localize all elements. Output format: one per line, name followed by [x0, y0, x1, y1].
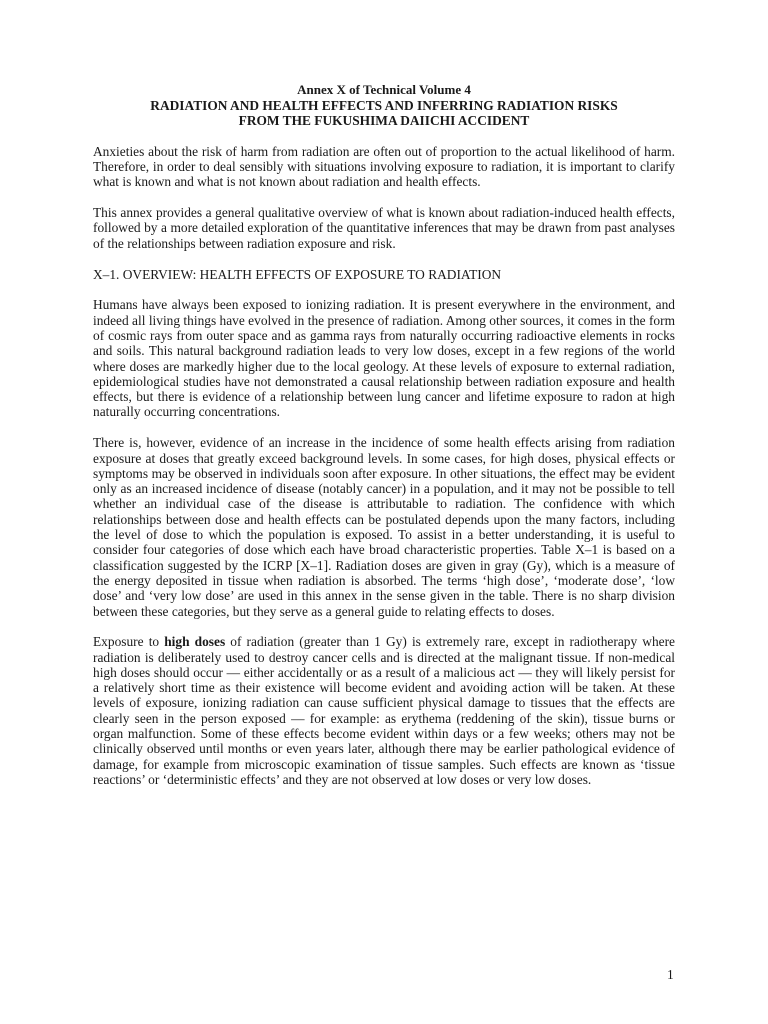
annex-line: Annex X of Technical Volume 4 — [297, 82, 471, 97]
title-line-2: FROM THE FUKUSHIMA DAIICHI ACCIDENT — [238, 113, 530, 129]
document-page — [93, 82, 675, 803]
paragraph-scope: This annex provides a general qualitative overview of what is known about radiation-induced health effects, followed by a more detailed exploration of the quantitative inferences that may be drawn from past analyses of the relationships between radiation exposure and risk. — [93, 205, 675, 251]
paragraph-intro: Anxieties about the risk of harm from radiation are often out of proportion to the actual likelihood of harm. Therefore, in order to deal sensibly with situations involving exposure to radiation, it is important to clarify what is known and what is not known about radiation and health effects. — [93, 143, 675, 190]
paragraph-background-radiation: Humans have always been exposed to ionizing radiation. It is present everywhere in the environment, and indeed all living things have evolved in the presence of radiation. Among other sources, it comes in the form of cosmic rays from outer space and as gamma rays from naturally occurring radioactive elements in rocks and soils. This natural background radiation leads to very low doses, except in a few regions of the world where doses are markedly higher due to the local geology. At these levels of exposure to external radiation, epidemiological studies have not demonstrated a causal relationship between radiation exposure and health effects, but there is evidence of a relationship between lung cancer and lifetime exposure to radon at high naturally occurring concentrations. — [93, 297, 675, 420]
section-heading: X–1. OVERVIEW: HEALTH EFFECTS OF EXPOSURE TO RADIATION — [93, 266, 502, 282]
paragraph-dose-categories: There is, however, evidence of an increase in the incidence of some health effects arising from radiation exposure at doses that greatly exceed background levels. In some cases, for high doses, physical effects or symptoms may be observed in individuals soon after exposure. In other situations, the effect may be evident only as an increased incidence of disease (notably cancer) in a population, and it may not be possible to tell whether an individual case of the disease is attributable to radiation. The confidence with which relationships between dose and health effects can be postulated depends upon the many factors, including the level of dose to which the population is exposed. To assist in a better understanding, it is useful to consider four categories of dose which each have broad characteristic properties. Table X–1 is based on a classification suggested by the ICRP [X–1]. Radiation doses are given in gray (Gy), which is a measure of the energy deposited in tissue when radiation is absorbed. The terms ‘high dose’, ‘moderate dose’, ‘low dose’ and ‘very low dose’ are used in this annex in the sense given in the table. There is no sharp division between these categories, but they serve as a general guide to relating effects to doses. — [93, 435, 675, 619]
document-title-block — [93, 82, 675, 129]
title-line-1: RADIATION AND HEALTH EFFECTS AND INFERRING RADIATION RISKS — [150, 97, 618, 113]
high-doses-term: high doses — [164, 634, 226, 650]
page-number: 1 — [667, 967, 674, 982]
paragraph-high-doses — [93, 634, 675, 787]
high-doses-text: of radiation (greater than 1 Gy) is extremely rare, except in radiotherapy where radiation is deliberately used to destroy cancer cells and is directed at the malignant tissue. If non-medical high doses should occur — either accidentally or as a result of a malicious act — they will likely persist for a relatively short time as their existence will become evident and avoiding action will be taken. At these levels of exposure, ionizing radiation can cause sufficient physical damage to tissues that the effects are clearly seen in the person exposed — for example: as erythema (reddening of the skin), tissue burns or organ malfunction. Some of these effects become evident within days or a few weeks; others may not be clinically observed until months or even years later, although there may be earlier pathological evidence of damage, for example from microscopic examination of tissue samples. Such effects are known as ‘tissue reactions’ or ‘deterministic effects’ and they are not observed at low doses or very low doses. — [93, 634, 675, 787]
high-doses-intro: Exposure to — [93, 634, 165, 650]
